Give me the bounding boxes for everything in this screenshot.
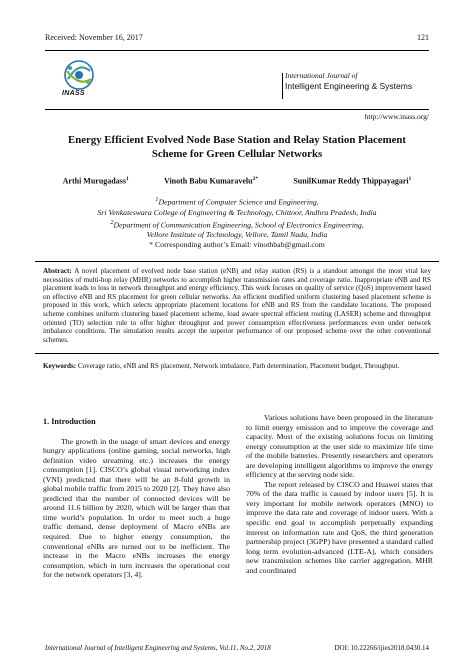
affiliations — [45, 195, 429, 250]
abstract-text: A novel placement of evolved node base station (eNB) and relay station (RS) is a standout amongst the most vital key necessities of multi-hop relay (MHR) networks to accomplish higher transmission rates and coverage ratio. Inappropriate eNB and RS placement leads to loss in network throughput and energy efficiency. This work focuses on quality of service (QoS) improvement based on effective eNB and RS placement for green cellular networks. An efficient modified uniform clustering based placement scheme is proposed in this work, which selects appropriate placement locations for eNB and RS from the candidate locations. The proposed scheme combines uniform clustering based placement scheme, load aware spectral efficient routing (LASER) scheme and throughput oriented (TO) selection rule to offer higher throughput and power consumption effectiveness performances even under network imbalance conditions. The simulation results accept the superior performance of our proposed scheme over the other conventional schemes. — [43, 267, 431, 344]
keywords-label: Keywords: — [43, 362, 77, 370]
corresponding-author: * Corresponding author’s Email: vinothbab@gmail.com — [149, 240, 325, 250]
footer-journal: International Journal of Intelligent Engineering and Systems, Vol.11, No.2, 2018 — [45, 644, 271, 652]
journal-name-line1: International Journal of — [285, 71, 358, 80]
affiliation-line: Sri Venkateswara College of Engineering & Technology, Chittoor, Andhra Pradesh, India — [97, 207, 377, 217]
right-column — [246, 413, 433, 575]
footer-doi: DOI: 10.22266/ijies2018.0430.14 — [334, 644, 429, 652]
title-line-2: Scheme for Green Cellular Networks — [151, 147, 323, 160]
abstract-label: Abstract: — [43, 267, 72, 275]
keywords — [43, 362, 435, 371]
affiliation-line: $^2$Department of Communication Engineering, School of Electronics Engineering, — [110, 218, 364, 230]
title-line-1: Energy Efficient Evolved Node Base Station and Relay Station Placement — [68, 134, 406, 146]
journal-divider — [282, 73, 283, 99]
journal-url-link[interactable]: http://www.inass.org/ — [364, 112, 429, 121]
journal-header — [45, 50, 429, 110]
author-list — [45, 176, 429, 186]
affiliation-line: Vellore Institute of Technology, Vellore, Tamil Nadu, India — [146, 230, 328, 240]
body-paragraph: Various solutions have been proposed in the literature to limit energy emission and to improve the coverage and capacity. Most of the existing solutions focus on limiting energy consumption at the user side to maximize life time of the mobile batteries. Presently researchers and operators are developing intelligent algorithms to improve the energy efficiency at the serving node side. — [246, 413, 433, 480]
section-heading: 1. Introduction — [43, 417, 96, 426]
received-date: Received: November 16, 2017 — [45, 33, 143, 42]
journal-name — [285, 71, 425, 97]
body-paragraph: The report released by CISCO and Huawei states that 70% of the data traffic is caused by indoor users [5]. It is very important for mobile network operators (MNO) to improve the data rate and coverage of indoor users. With a specific end goal to accomplish perpetually expanding interest on information rate and QoS, the third generation partnership project (3GPP) have presented a standard called long term evolution-advanced (LTE-A), which considers new transmission schemes like carrier aggregation, MHR and coordinated — [246, 479, 433, 575]
logo-text: INASS — [62, 90, 85, 97]
abstract — [35, 261, 439, 354]
body-paragraph: The growth in the usage of smart devices and energy hungry applications (online gaming, social networks, high definition video streaming etc.) increases the energy consumption [1]. CISCO’s global visual networking index (VNI) predicted that there will be an 8-fold growth in global mobile traffic from 2015 to 2020 [2]. They have also predicted that the number of connected devices will be around 11.6 billion by 2020, which will be larger than that time world’s population. In order to meet such a huge traffic demand, dense deployment of Macro eNBs are required. Due to higher energy consumption, the conventional eNBs are turned out to be inefficient. The increase in the Macro eNBs increases the energy consumption, which in turn increases the operational cost for the network operators [3, 4]. — [43, 436, 230, 580]
page-footer — [45, 644, 429, 652]
page-header-line — [45, 33, 429, 42]
paper-title — [50, 134, 424, 161]
keywords-text: Coverage ratio, eNB and RS placement, Network imbalance, Path determination, Placement budget, Throughput. — [77, 362, 400, 370]
journal-name-line2: Intelligent Engineering & Systems — [285, 81, 413, 91]
left-column — [43, 417, 230, 580]
author: SunilKumar Reddy Thippayagari$^1$ — [293, 176, 412, 186]
author: Vinoth Babu Kumaravelu$^{2*}$ — [163, 176, 259, 186]
affiliation-line: $^1$Department of Computer Science and Engineering, — [155, 196, 319, 207]
author: Arthi Murugadass$^1$ — [62, 176, 129, 186]
page-number: 121 — [417, 33, 429, 42]
